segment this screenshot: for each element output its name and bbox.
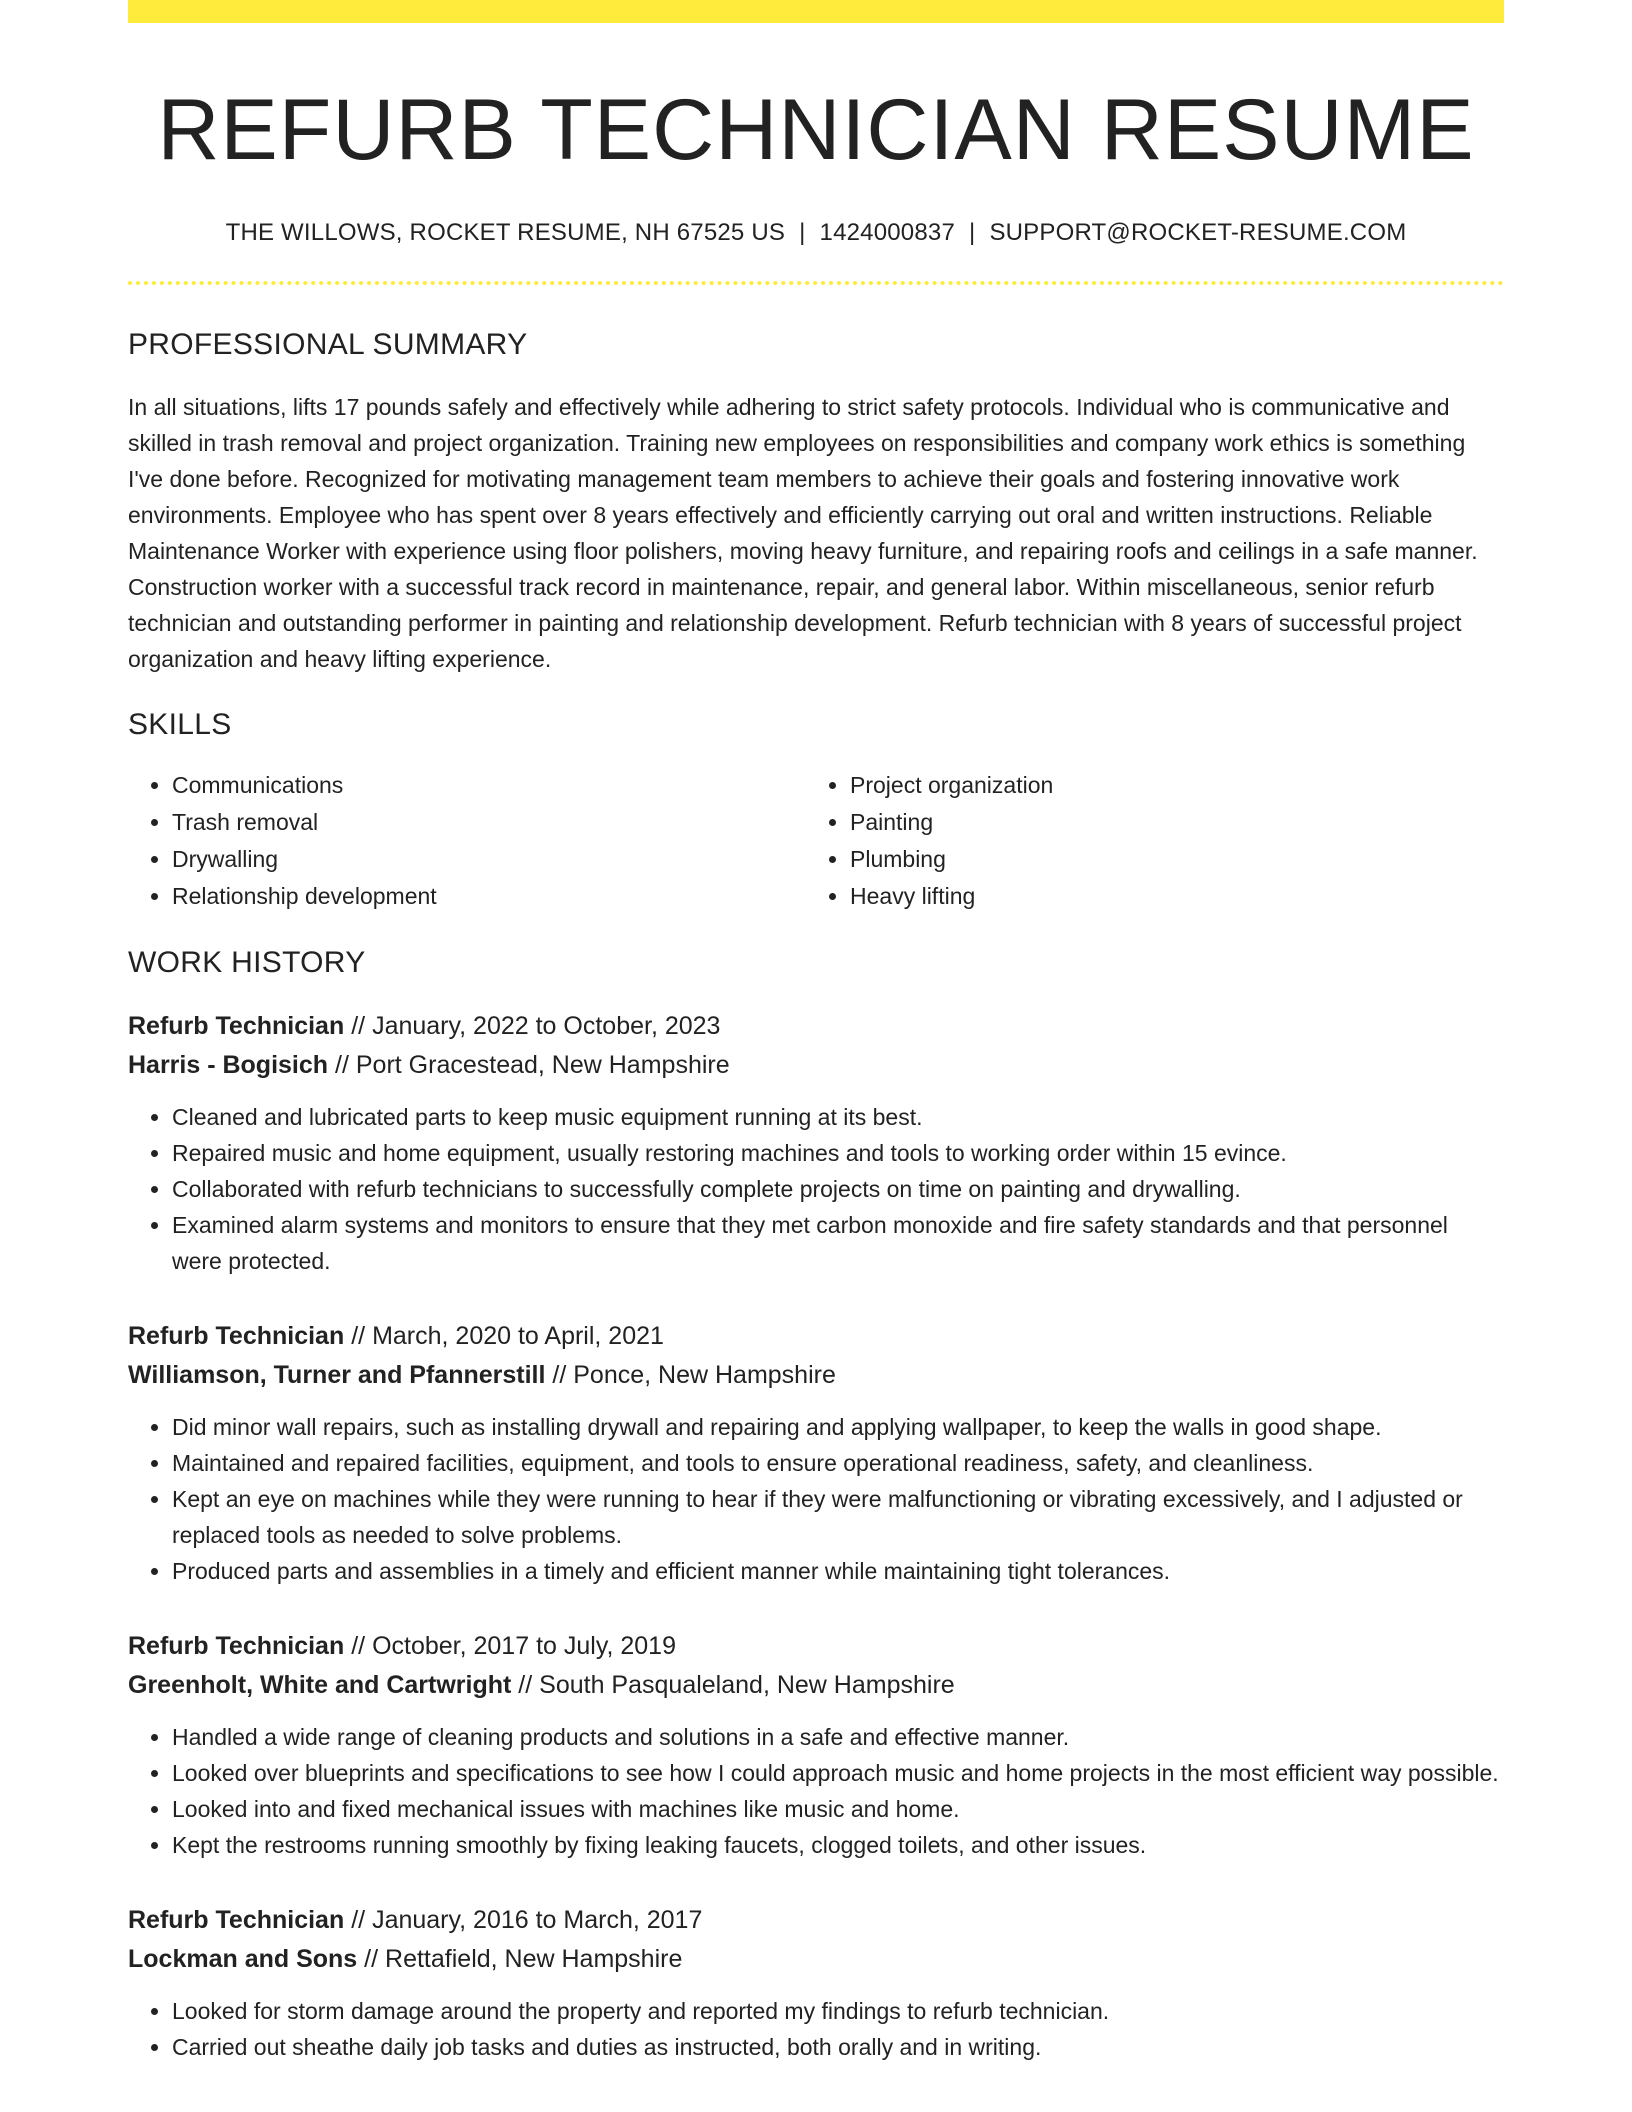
job-company-line bbox=[128, 1666, 1504, 1705]
job-entry bbox=[128, 1007, 1504, 1279]
job-bullet: • Produced parts and assemblies in a timely and efficient manner while maintaining tight tolerances. bbox=[172, 1553, 1504, 1589]
dotted-divider bbox=[128, 281, 1504, 285]
skill-item: • Project organization bbox=[850, 767, 1484, 804]
job-entry bbox=[128, 1317, 1504, 1589]
job-bullet: • Repaired music and home equipment, usually restoring machines and tools to working order within 15 evince. bbox=[172, 1135, 1504, 1171]
job-company: Greenholt, White and Cartwright bbox=[128, 1671, 512, 1700]
accent-top-bar bbox=[128, 0, 1504, 23]
job-bullet: • Collaborated with refurb technicians to successfully complete projects on time on painting and drywalling. bbox=[172, 1171, 1504, 1207]
job-company-line bbox=[128, 1356, 1504, 1395]
contact-phone: 1424000837 bbox=[819, 219, 955, 247]
job-bullet: • Cleaned and lubricated parts to keep music equipment running at its best. bbox=[172, 1099, 1504, 1135]
job-bullets bbox=[128, 1993, 1504, 2065]
summary-text: In all situations, lifts 17 pounds safely and effectively while adhering to strict safety protocols. Individual who is communicative and skilled in trash removal and project organization. Training new employees on responsibilities and company work ethics is something I've done before. Recognized for motivating management team members to achieve their goals and fostering innovative work environments. Employee who has spent over 8 years effectively and efficiently carrying out oral and written instructions. Reliable Maintenance Worker with experience using floor polishers, moving heavy furniture, and repairing roofs and ceilings in a safe manner. Construction worker with a successful track record in maintenance, repair, and general labor. Within miscellaneous, senior refurb technician and outstanding performer in painting and relationship development. Refurb technician with 8 years of successful project organization and heavy lifting experience. bbox=[128, 394, 1478, 673]
job-role: Refurb Technician bbox=[128, 1632, 345, 1661]
job-bullet: • Carried out sheathe daily job tasks and duties as instructed, both orally and in writing. bbox=[172, 2029, 1504, 2065]
job-location: South Pasqualeland, New Hampshire bbox=[539, 1671, 955, 1700]
job-bullet: • Looked for storm damage around the property and reported my findings to refurb technician. bbox=[172, 1993, 1504, 2029]
contact-line bbox=[128, 219, 1504, 247]
job-dates: March, 2020 to April, 2021 bbox=[372, 1322, 664, 1351]
job-separator: // bbox=[351, 1632, 366, 1661]
job-bullet: • Kept an eye on machines while they were running to hear if they were malfunctioning or vibrating excessively, and I adjusted or replaced tools as needed to solve problems. bbox=[172, 1481, 1504, 1553]
skills-list bbox=[128, 767, 1504, 915]
job-bullet: • Kept the restrooms running smoothly by fixing leaking faucets, clogged toilets, and other issues. bbox=[172, 1827, 1504, 1863]
job-bullets bbox=[128, 1719, 1504, 1863]
job-separator: // bbox=[364, 1945, 379, 1974]
job-dates: January, 2022 to October, 2023 bbox=[372, 1012, 721, 1041]
job-entry bbox=[128, 1901, 1504, 2065]
work-history-heading: WORK HISTORY bbox=[128, 946, 366, 980]
job-bullet: • Examined alarm systems and monitors to ensure that they met carbon monoxide and fire safety standards and that personnel were protected. bbox=[172, 1207, 1504, 1279]
job-separator: // bbox=[351, 1906, 366, 1935]
job-entry bbox=[128, 1627, 1504, 1863]
job-company-line bbox=[128, 1046, 1504, 1085]
job-separator: // bbox=[335, 1051, 349, 1080]
job-separator: // bbox=[351, 1322, 366, 1351]
job-bullet: • Maintained and repaired facilities, equipment, and tools to ensure operational readiness, safety, and cleanliness. bbox=[172, 1445, 1504, 1481]
job-role-line bbox=[128, 1007, 1504, 1046]
job-role-line bbox=[128, 1901, 1504, 1940]
job-role-line bbox=[128, 1317, 1504, 1356]
skill-item: • Relationship development bbox=[172, 878, 806, 915]
job-location: Port Gracestead, New Hampshire bbox=[355, 1051, 730, 1080]
contact-separator: | bbox=[969, 219, 976, 247]
job-bullets bbox=[128, 1099, 1504, 1279]
job-role: Refurb Technician bbox=[128, 1012, 345, 1041]
job-bullet: • Looked into and fixed mechanical issues with machines like music and home. bbox=[172, 1791, 1504, 1827]
job-role-line bbox=[128, 1627, 1504, 1666]
resume-title: REFURB TECHNICIAN RESUME bbox=[157, 82, 1475, 178]
contact-separator: | bbox=[799, 219, 806, 247]
skill-item: • Drywalling bbox=[172, 841, 806, 878]
job-bullet: • Handled a wide range of cleaning products and solutions in a safe and effective manner. bbox=[172, 1719, 1504, 1755]
job-company: Williamson, Turner and Pfannerstill bbox=[128, 1361, 546, 1390]
skill-item: • Plumbing bbox=[850, 841, 1484, 878]
job-bullet: • Looked over blueprints and specifications to see how I could approach music and home projects in the most efficient way possible. bbox=[172, 1755, 1504, 1791]
skill-item: • Communications bbox=[172, 767, 806, 804]
skills-column-right bbox=[806, 767, 1484, 915]
skill-item: • Painting bbox=[850, 804, 1484, 841]
summary-heading: PROFESSIONAL SUMMARY bbox=[128, 328, 528, 362]
contact-address: THE WILLOWS, ROCKET RESUME, NH 67525 US bbox=[225, 219, 786, 247]
job-separator: // bbox=[518, 1671, 533, 1700]
skill-item: • Heavy lifting bbox=[850, 878, 1484, 915]
job-dates: January, 2016 to March, 2017 bbox=[372, 1906, 703, 1935]
skills-column-left bbox=[128, 767, 806, 915]
job-company: Lockman and Sons bbox=[128, 1945, 358, 1974]
job-separator: // bbox=[351, 1012, 366, 1041]
contact-email: SUPPORT@ROCKET-RESUME.COM bbox=[989, 219, 1407, 247]
job-location: Ponce, New Hampshire bbox=[573, 1361, 836, 1390]
job-role: Refurb Technician bbox=[128, 1322, 345, 1351]
job-location: Rettafield, New Hampshire bbox=[385, 1945, 683, 1974]
skills-heading: SKILLS bbox=[128, 708, 232, 742]
job-bullet: • Did minor wall repairs, such as installing drywall and repairing and applying wallpaper, to keep the walls in good shape. bbox=[172, 1409, 1504, 1445]
job-bullets bbox=[128, 1409, 1504, 1589]
job-dates: October, 2017 to July, 2019 bbox=[372, 1632, 676, 1661]
job-company-line bbox=[128, 1940, 1504, 1979]
job-separator: // bbox=[552, 1361, 567, 1390]
job-role: Refurb Technician bbox=[128, 1906, 345, 1935]
skill-item: • Trash removal bbox=[172, 804, 806, 841]
resume-page bbox=[128, 0, 1504, 2065]
job-company: Harris - Bogisich bbox=[128, 1051, 329, 1080]
